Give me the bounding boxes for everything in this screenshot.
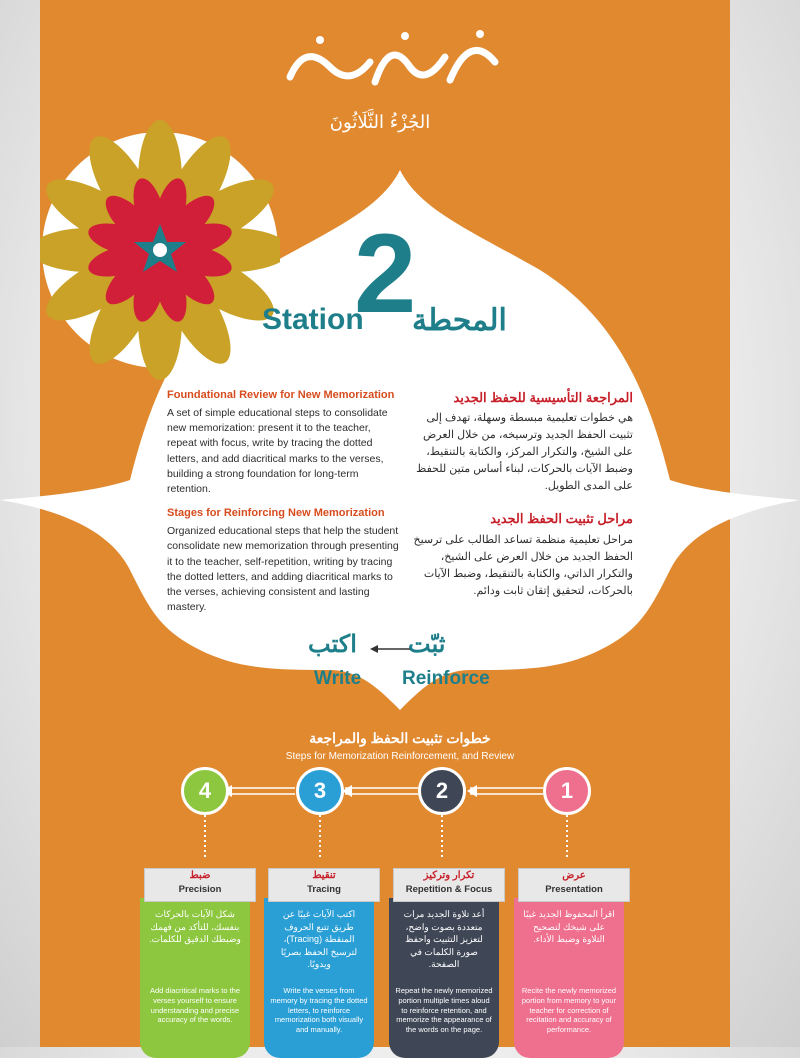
english-column (167, 388, 399, 625)
english-text-2: Organized educational steps that help the student consolidate new memorization through presenting it to the teacher, self-repetition, writing by tracing the dotted letters, and adding diacritical marks to the verses, achieving consistent and lasting mastery. (167, 525, 399, 614)
step-text-en: Add diacritical marks to the verses yourself to ensure understanding and precise accuracy of the words. (149, 986, 241, 1025)
step-text-en: Recite the newly memorized portion from memory to your teacher for correction of recitation and accuracy of performance. (521, 986, 617, 1034)
step-2-circle: 2 (418, 767, 466, 815)
station-label-en: Station (262, 303, 364, 336)
steps-title-ar: خطوات تثبيت الحفظ والمراجعة (309, 730, 491, 746)
english-heading-2: Stages for Reinforcing New Memorization (167, 507, 385, 520)
arabic-heading-2: مراحل تثبيت الحفظ الجديد (490, 511, 633, 527)
arrow-left-icon (370, 644, 410, 654)
english-text-1: A set of simple educational steps to consolidate new memorization: present it to the teacher, repeat with focus, write by tracing the dotted letters, and add diacritical marks to the verses, building a strong foundation for long-term retention. (167, 406, 388, 496)
arabic-text-1: هي خطوات تعليمية مبسطة وسهلة، تهدف إلى تثبيت الحفظ الجديد وترسيخه، من خلال العرض على الشيخ، والتكرار المركز، والكتابة بالتنقيط، وضبط الآيات بالحركات، لبناء أساس متين للحفظ على المدى الطويل. (416, 412, 633, 493)
write-label-en: Write (314, 668, 362, 689)
step-text-en: Repeat the newly memorized portion multiple times aloud to reinforce retention, and memorize the appearance of the words on the page. (395, 986, 493, 1034)
station-number: 2 (354, 211, 417, 336)
step-text-en: Write the verses from memory by tracing the dotted letters, to reinforce memorization both visually and manually. (270, 986, 368, 1034)
step-tab-ar: عرض (562, 870, 586, 881)
write-label-ar: اكتب (308, 631, 357, 658)
step-card-tab (393, 868, 505, 902)
station-label-ar: المحطة (412, 304, 507, 337)
step-tab-ar: تنقيط (312, 870, 336, 881)
reinforce-label-en: Reinforce (402, 668, 490, 689)
step-tab-en: Repetition & Focus (405, 884, 493, 895)
step-4-circle: 4 (181, 767, 229, 815)
step-tab-en: Presentation (545, 884, 603, 895)
calligraphy-logo (270, 22, 510, 102)
reinforce-label-ar: ثبّت (408, 631, 446, 658)
step-text-ar: اقرأ المحفوظ الجديد غيبًا على شيخك لتصحيح التلاوة وضبط الأداء. (523, 909, 615, 945)
step-card-tab (144, 868, 256, 902)
step-card-tab (268, 868, 380, 902)
step-tab-ar: ضبط (189, 870, 211, 881)
step-1-circle: 1 (543, 767, 591, 815)
arabic-column (405, 388, 633, 614)
reinforce-write-flow (290, 630, 490, 700)
steps-title-en: Steps for Memorization Reinforcement, and Review (285, 751, 515, 762)
english-heading-1: Foundational Review for New Memorization (167, 389, 395, 401)
arabic-heading-1: المراجعة التأسيسية للحفظ الجديد (453, 390, 633, 405)
step-tab-ar: تكرار وتركيز (423, 870, 475, 881)
step-card-tab (518, 868, 630, 902)
subtitle-arabic: الجُزْءُ الثَّلَاثُونَ (329, 112, 431, 133)
step-3-circle: 3 (296, 767, 344, 815)
step-text-ar: اكتب الآيات غيبًا عن طريق تتبع الحروف المنقطة (Tracing)، لترسيخ الحفظ بصريًا ويدويًا. (280, 909, 358, 970)
rosette-ornament (40, 120, 280, 380)
step-text-ar: شكل الآيات بالحركات بنفسك، للتأكد من فهمك وضبطك الدقيق للكلمات. (149, 909, 241, 945)
step-tab-en: Tracing (307, 884, 341, 895)
step-text-ar: أعد تلاوة الجديد مرات متعددة بصوت واضح، لتعزيز التثبيت واحفظ صورة الكلمات في الصفحة. (403, 909, 485, 970)
arabic-text-2: مراحل تعليمية منظمة تساعد الطالب على ترسيخ الحفظ الجديد من خلال العرض على الشيخ، والتكرار الذاتي، والكتابة بالتنقيط، وضبط الآيات بالحركات، لتحقيق إتقان ثابت ودائم. (413, 533, 633, 597)
step-tab-en: Precision (178, 884, 222, 895)
